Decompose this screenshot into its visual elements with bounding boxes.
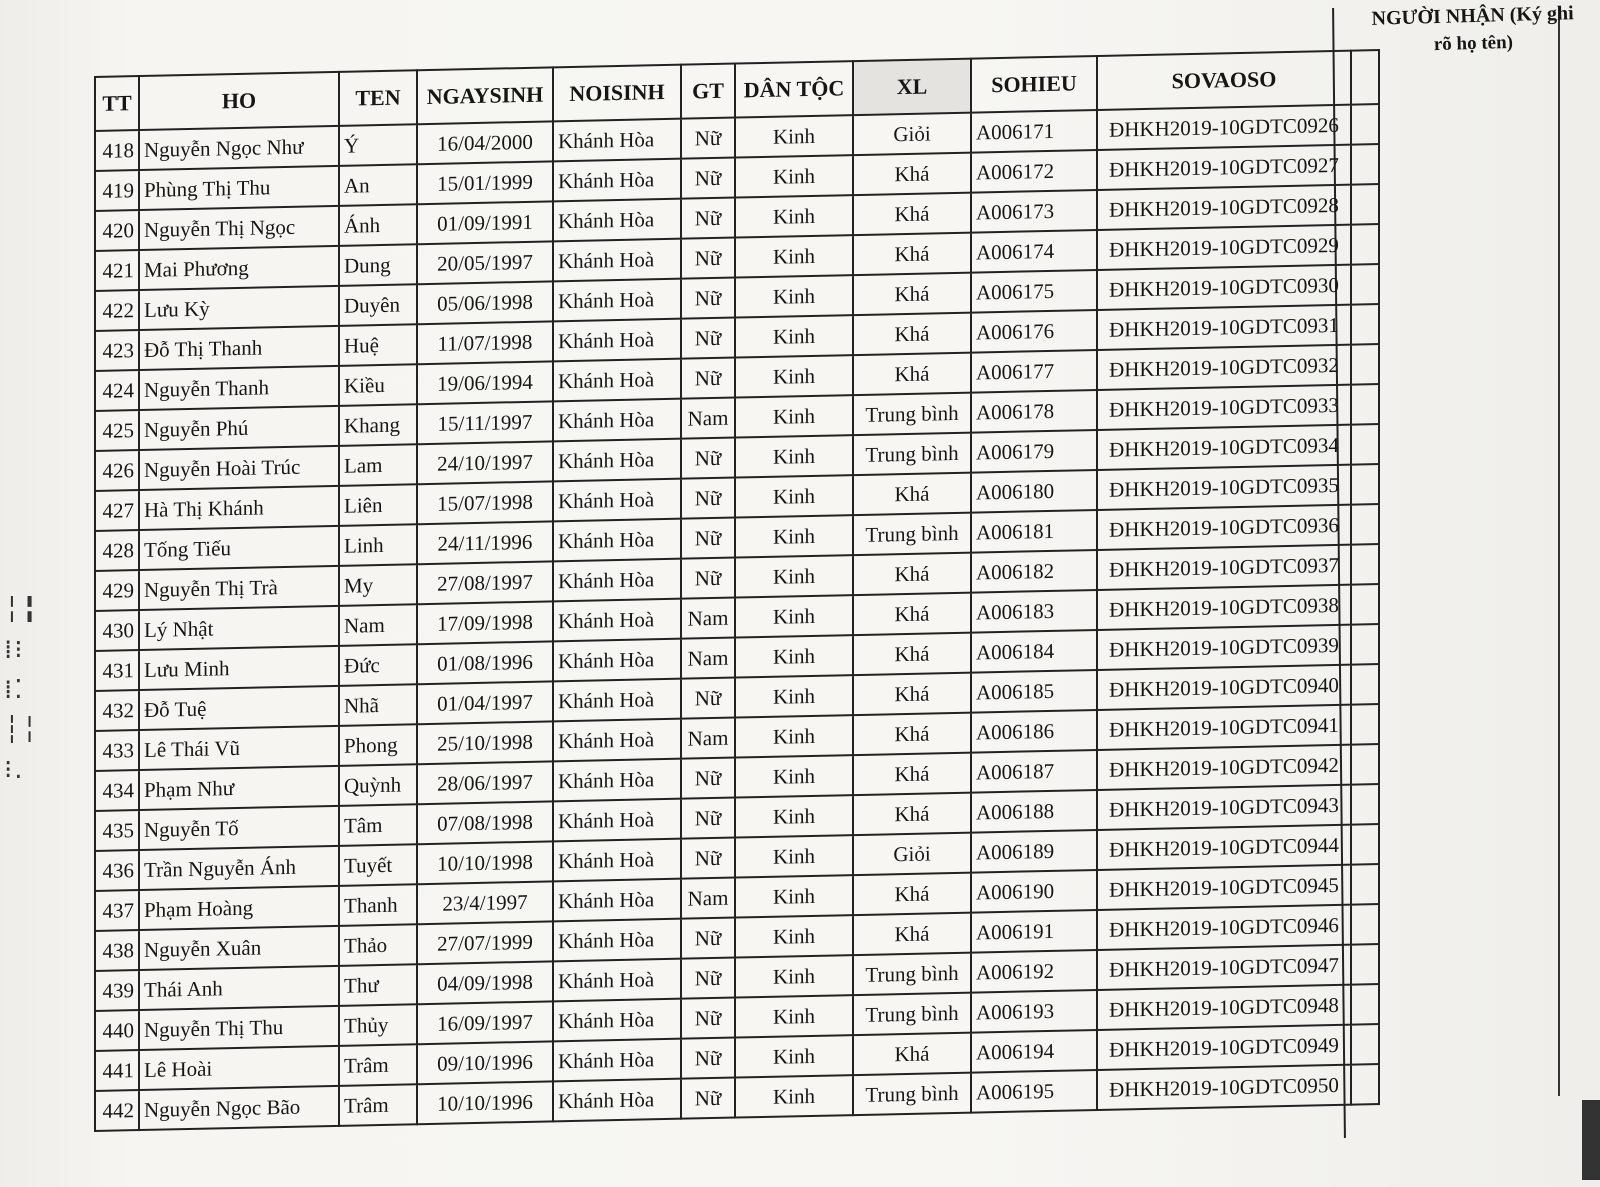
cell-ngaysinh: 10/10/1998 <box>417 841 553 884</box>
cell-gt: Nữ <box>681 438 735 479</box>
cell-gt: Nữ <box>681 958 735 999</box>
cell-ngaysinh: 09/10/1996 <box>417 1041 553 1084</box>
header-ngaysinh: NGAYSINH <box>417 67 553 124</box>
cell-xl: Khá <box>853 353 971 395</box>
cell-sovaoso: ĐHKH2019-10GDTC0937 <box>1097 545 1351 590</box>
graduate-roster-table <box>94 49 1380 1132</box>
cell-signature[interactable] <box>1351 1064 1379 1105</box>
cell-noisinh: Khánh Hoà <box>553 359 681 402</box>
cell-sohieu: A006193 <box>971 990 1097 1033</box>
cell-sovaoso: ĐHKH2019-10GDTC0942 <box>1097 745 1351 790</box>
cell-sovaoso: ĐHKH2019-10GDTC0943 <box>1097 785 1351 830</box>
header-nguoi-nhan-line2: rõ họ tên) <box>1433 31 1514 56</box>
cell-ten: Đức <box>339 644 417 686</box>
cell-sovaoso: ĐHKH2019-10GDTC0929 <box>1097 225 1351 270</box>
cell-ten: Duyên <box>339 284 417 326</box>
cell-tt: 432 <box>95 690 139 731</box>
cell-sovaoso: ĐHKH2019-10GDTC0939 <box>1097 625 1351 670</box>
cell-sohieu: A006171 <box>971 110 1097 153</box>
cell-gt: Nữ <box>681 758 735 799</box>
cell-noisinh: Khánh Hoà <box>553 679 681 722</box>
cell-ho: Lê Thái Vũ <box>139 726 339 770</box>
cell-ten: Ánh <box>339 204 417 246</box>
cell-noisinh: Khánh Hòa <box>553 639 681 682</box>
cell-ngaysinh: 01/04/1997 <box>417 681 553 724</box>
cell-dantoc: Kinh <box>735 995 853 1037</box>
cell-sohieu: A006186 <box>971 710 1097 753</box>
cell-tt: 436 <box>95 850 139 891</box>
cell-signature[interactable] <box>1351 544 1379 585</box>
cell-ho: Mai Phương <box>139 246 339 290</box>
cell-signature[interactable] <box>1351 584 1379 625</box>
cell-signature[interactable] <box>1351 864 1379 905</box>
cell-noisinh: Khánh Hòa <box>553 199 681 242</box>
cell-tt: 425 <box>95 410 139 451</box>
cell-ngaysinh: 15/01/1999 <box>417 161 553 204</box>
cell-tt: 421 <box>95 250 139 291</box>
cell-ngaysinh: 24/10/1997 <box>417 441 553 484</box>
cell-noisinh: Khánh Hoà <box>553 479 681 522</box>
cell-ten: Dung <box>339 244 417 286</box>
cell-xl: Khá <box>853 753 971 795</box>
cell-gt: Nữ <box>681 278 735 319</box>
cell-ten: My <box>339 564 417 606</box>
cell-tt: 422 <box>95 290 139 331</box>
roster-sheet <box>80 0 1600 1187</box>
cell-noisinh: Khánh Hòa <box>553 999 681 1042</box>
header-signature-spacer <box>1351 50 1379 105</box>
cell-noisinh: Khánh Hoà <box>553 799 681 842</box>
cell-xl: Giỏi <box>853 833 971 875</box>
cell-gt: Nữ <box>681 998 735 1039</box>
cell-tt: 430 <box>95 610 139 651</box>
cell-dantoc: Kinh <box>735 675 853 717</box>
cell-sovaoso: ĐHKH2019-10GDTC0932 <box>1097 345 1351 390</box>
cell-gt: Nữ <box>681 158 735 199</box>
cell-signature[interactable] <box>1351 424 1379 465</box>
cell-ngaysinh: 19/06/1994 <box>417 361 553 404</box>
cell-sohieu: A006182 <box>971 550 1097 593</box>
cell-ten: An <box>339 164 417 206</box>
cell-gt: Nữ <box>681 678 735 719</box>
cell-ho: Nguyễn Thanh <box>139 366 339 410</box>
cell-sovaoso: ĐHKH2019-10GDTC0946 <box>1097 905 1351 950</box>
header-noisinh: NOISINH <box>553 65 681 122</box>
cell-tt: 424 <box>95 370 139 411</box>
cell-dantoc: Kinh <box>735 195 853 237</box>
header-nguoi-nhan <box>1347 0 1598 61</box>
cell-dantoc: Kinh <box>735 155 853 197</box>
header-ho: HO <box>139 72 339 130</box>
cell-dantoc: Kinh <box>735 355 853 397</box>
header-nguoi-nhan-line1: NGƯỜI NHẬN (Ký ghi <box>1371 2 1574 30</box>
cell-ho: Lưu Minh <box>139 646 339 690</box>
cell-xl: Khá <box>853 193 971 235</box>
cell-ten: Khang <box>339 404 417 446</box>
cell-ten: Liên <box>339 484 417 526</box>
cell-ngaysinh: 15/07/1998 <box>417 481 553 524</box>
cell-gt: Nữ <box>681 1038 735 1079</box>
cell-sovaoso: ĐHKH2019-10GDTC0938 <box>1097 585 1351 630</box>
cell-ngaysinh: 24/11/1996 <box>417 521 553 564</box>
cell-ten: Trâm <box>339 1084 417 1126</box>
cell-dantoc: Kinh <box>735 755 853 797</box>
cell-tt: 419 <box>95 170 139 211</box>
cell-sohieu: A006179 <box>971 430 1097 473</box>
cell-xl: Trung bình <box>853 433 971 475</box>
cell-ngaysinh: 27/08/1997 <box>417 561 553 604</box>
cell-tt: 437 <box>95 890 139 931</box>
cell-ho: Lê Hoài <box>139 1046 339 1090</box>
cell-gt: Nữ <box>681 1078 735 1119</box>
cell-signature[interactable] <box>1351 104 1379 145</box>
cell-sohieu: A006183 <box>971 590 1097 633</box>
cell-noisinh: Khánh Hòa <box>553 1079 681 1122</box>
cell-xl: Khá <box>853 633 971 675</box>
cell-sovaoso: ĐHKH2019-10GDTC0930 <box>1097 265 1351 310</box>
cell-dantoc: Kinh <box>735 515 853 557</box>
cell-ngaysinh: 10/10/1996 <box>417 1081 553 1124</box>
cell-noisinh: Khánh Hòa <box>553 399 681 442</box>
cell-sovaoso: ĐHKH2019-10GDTC0948 <box>1097 985 1351 1030</box>
cell-noisinh: Khánh Hòa <box>553 439 681 482</box>
cell-tt: 433 <box>95 730 139 771</box>
cell-sohieu: A006185 <box>971 670 1097 713</box>
cell-tt: 442 <box>95 1090 139 1131</box>
cell-signature[interactable] <box>1351 624 1379 665</box>
cell-ngaysinh: 05/06/1998 <box>417 281 553 324</box>
cell-signature[interactable] <box>1351 144 1379 185</box>
cell-ten: Tâm <box>339 804 417 846</box>
cell-sohieu: A006175 <box>971 270 1097 313</box>
cell-signature[interactable] <box>1351 464 1379 505</box>
cell-gt: Nữ <box>681 358 735 399</box>
cell-dantoc: Kinh <box>735 835 853 877</box>
cell-gt: Nữ <box>681 118 735 159</box>
cell-gt: Nam <box>681 878 735 919</box>
cell-sovaoso: ĐHKH2019-10GDTC0933 <box>1097 385 1351 430</box>
cell-ten: Thảo <box>339 924 417 966</box>
cell-noisinh: Khánh Hòa <box>553 519 681 562</box>
cell-sohieu: A006187 <box>971 750 1097 793</box>
cell-ngaysinh: 20/05/1997 <box>417 241 553 284</box>
cell-signature[interactable] <box>1351 184 1379 225</box>
cell-tt: 428 <box>95 530 139 571</box>
cell-gt: Nam <box>681 718 735 759</box>
cell-ho: Nguyễn Ngọc Bão <box>139 1086 339 1130</box>
cell-sohieu: A006191 <box>971 910 1097 953</box>
margin-handwritten-marks: ╎╏ ⁞⁝ ⁞⁚ ┆╎ ⁝. <box>4 595 40 785</box>
cell-dantoc: Kinh <box>735 235 853 277</box>
cell-ho: Nguyễn Thị Ngọc <box>139 206 339 250</box>
header-ten: TEN <box>339 70 417 126</box>
cell-noisinh: Khánh Hoà <box>553 839 681 882</box>
cell-sohieu: A006176 <box>971 310 1097 353</box>
cell-xl: Giỏi <box>853 113 971 155</box>
cell-xl: Khá <box>853 913 971 955</box>
cell-ho: Phùng Thị Thu <box>139 166 339 210</box>
cell-xl: Trung bình <box>853 393 971 435</box>
cell-dantoc: Kinh <box>735 955 853 997</box>
cell-noisinh: Khánh Hòa <box>553 1039 681 1082</box>
cell-ho: Lý Nhật <box>139 606 339 650</box>
cell-sohieu: A006188 <box>971 790 1097 833</box>
cell-tt: 438 <box>95 930 139 971</box>
cell-ten: Tuyết <box>339 844 417 886</box>
cell-dantoc: Kinh <box>735 315 853 357</box>
cell-tt: 420 <box>95 210 139 251</box>
cell-sovaoso: ĐHKH2019-10GDTC0935 <box>1097 465 1351 510</box>
cell-sovaoso: ĐHKH2019-10GDTC0934 <box>1097 425 1351 470</box>
cell-ho: Nguyễn Phú <box>139 406 339 450</box>
cell-signature[interactable] <box>1351 504 1379 545</box>
cell-ten: Lam <box>339 444 417 486</box>
cell-xl: Khá <box>853 473 971 515</box>
cell-signature[interactable] <box>1351 904 1379 945</box>
cell-sohieu: A006190 <box>971 870 1097 913</box>
cell-noisinh: Khánh Hoà <box>553 599 681 642</box>
cell-sovaoso: ĐHKH2019-10GDTC0931 <box>1097 305 1351 350</box>
cell-ngaysinh: 25/10/1998 <box>417 721 553 764</box>
cell-dantoc: Kinh <box>735 475 853 517</box>
cell-ten: Phong <box>339 724 417 766</box>
cell-sovaoso: ĐHKH2019-10GDTC0944 <box>1097 825 1351 870</box>
header-sovaoso: SOVAOSO <box>1097 51 1351 110</box>
cell-signature[interactable] <box>1351 944 1379 985</box>
cell-ngaysinh: 11/07/1998 <box>417 321 553 364</box>
cell-gt: Nữ <box>681 478 735 519</box>
cell-dantoc: Kinh <box>735 915 853 957</box>
cell-tt: 426 <box>95 450 139 491</box>
cell-gt: Nữ <box>681 558 735 599</box>
cell-gt: Nam <box>681 398 735 439</box>
cell-tt: 434 <box>95 770 139 811</box>
cell-noisinh: Khánh Hòa <box>553 559 681 602</box>
cell-noisinh: Khánh Hoà <box>553 239 681 282</box>
cell-sohieu: A006177 <box>971 350 1097 393</box>
cell-xl: Khá <box>853 593 971 635</box>
cell-ten: Thanh <box>339 884 417 926</box>
cell-ngaysinh: 16/09/1997 <box>417 1001 553 1044</box>
cell-ngaysinh: 07/08/1998 <box>417 801 553 844</box>
cell-ten: Ý <box>339 124 417 166</box>
cell-sohieu: A006194 <box>971 1030 1097 1073</box>
cell-xl: Khá <box>853 1033 971 1075</box>
cell-ho: Phạm Hoàng <box>139 886 339 930</box>
cell-tt: 418 <box>95 130 139 171</box>
cell-signature[interactable] <box>1351 784 1379 825</box>
cell-xl: Khá <box>853 873 971 915</box>
cell-noisinh: Khánh Hòa <box>553 919 681 962</box>
header-dantoc: DÂN TỘC <box>735 61 853 117</box>
cell-ho: Nguyễn Xuân <box>139 926 339 970</box>
cell-noisinh: Khánh Hòa <box>553 119 681 162</box>
cell-dantoc: Kinh <box>735 715 853 757</box>
cell-ho: Phạm Như <box>139 766 339 810</box>
cell-xl: Khá <box>853 233 971 275</box>
cell-sovaoso: ĐHKH2019-10GDTC0927 <box>1097 145 1351 190</box>
cell-ho: Thái Anh <box>139 966 339 1010</box>
cell-signature[interactable] <box>1351 264 1379 305</box>
cell-sohieu: A006189 <box>971 830 1097 873</box>
cell-xl: Trung bình <box>853 993 971 1035</box>
cell-signature[interactable] <box>1351 744 1379 785</box>
cell-sovaoso: ĐHKH2019-10GDTC0949 <box>1097 1025 1351 1070</box>
cell-noisinh: Khánh Hòa <box>553 159 681 202</box>
cell-sovaoso: ĐHKH2019-10GDTC0926 <box>1097 105 1351 150</box>
cell-gt: Nữ <box>681 918 735 959</box>
cell-sohieu: A006180 <box>971 470 1097 513</box>
header-tt: TT <box>95 76 139 131</box>
cell-ngaysinh: 27/07/1999 <box>417 921 553 964</box>
header-gt: GT <box>681 64 735 119</box>
cell-sohieu: A006172 <box>971 150 1097 193</box>
cell-xl: Trung bình <box>853 953 971 995</box>
cell-sovaoso: ĐHKH2019-10GDTC0950 <box>1097 1065 1351 1110</box>
cell-signature[interactable] <box>1351 384 1379 425</box>
cell-xl: Khá <box>853 713 971 755</box>
cell-signature[interactable] <box>1351 344 1379 385</box>
cell-signature[interactable] <box>1351 664 1379 705</box>
cell-ho: Đỗ Tuệ <box>139 686 339 730</box>
cell-tt: 423 <box>95 330 139 371</box>
cell-ho: Lưu Kỳ <box>139 286 339 330</box>
cell-gt: Nam <box>681 638 735 679</box>
cell-ten: Huệ <box>339 324 417 366</box>
cell-xl: Khá <box>853 313 971 355</box>
cell-tt: 440 <box>95 1010 139 1051</box>
cell-sohieu: A006173 <box>971 190 1097 233</box>
cell-sohieu: A006192 <box>971 950 1097 993</box>
cell-ten: Linh <box>339 524 417 566</box>
table-body <box>95 104 1379 1131</box>
cell-gt: Nam <box>681 598 735 639</box>
cell-sovaoso: ĐHKH2019-10GDTC0936 <box>1097 505 1351 550</box>
cell-xl: Trung bình <box>853 513 971 555</box>
header-sohieu: SOHIEU <box>971 56 1097 113</box>
cell-signature[interactable] <box>1351 224 1379 265</box>
cell-signature[interactable] <box>1351 984 1379 1025</box>
cell-gt: Nữ <box>681 198 735 239</box>
cell-ngaysinh: 16/04/2000 <box>417 121 553 164</box>
cell-gt: Nữ <box>681 798 735 839</box>
cell-noisinh: Khánh Hòa <box>553 879 681 922</box>
cell-sohieu: A006195 <box>971 1070 1097 1113</box>
cell-ngaysinh: 15/11/1997 <box>417 401 553 444</box>
cell-ngaysinh: 01/09/1991 <box>417 201 553 244</box>
cell-dantoc: Kinh <box>735 395 853 437</box>
cell-xl: Trung bình <box>853 1073 971 1115</box>
cell-ten: Thư <box>339 964 417 1006</box>
cell-sohieu: A006181 <box>971 510 1097 553</box>
cell-signature[interactable] <box>1351 824 1379 865</box>
cell-noisinh: Khánh Hoà <box>553 279 681 322</box>
cell-dantoc: Kinh <box>735 1075 853 1117</box>
cell-xl: Khá <box>853 153 971 195</box>
cell-noisinh: Khánh Hoà <box>553 719 681 762</box>
cell-sovaoso: ĐHKH2019-10GDTC0947 <box>1097 945 1351 990</box>
cell-ngaysinh: 28/06/1997 <box>417 761 553 804</box>
cell-sovaoso: ĐHKH2019-10GDTC0945 <box>1097 865 1351 910</box>
cell-sovaoso: ĐHKH2019-10GDTC0928 <box>1097 185 1351 230</box>
cell-signature[interactable] <box>1351 1024 1379 1065</box>
cell-sohieu: A006174 <box>971 230 1097 273</box>
cell-ho: Trần Nguyễn Ánh <box>139 846 339 890</box>
cell-dantoc: Kinh <box>735 555 853 597</box>
cell-gt: Nữ <box>681 518 735 559</box>
cell-ho: Nguyễn Ngọc Như <box>139 126 339 170</box>
cell-ho: Nguyễn Tố <box>139 806 339 850</box>
cell-gt: Nữ <box>681 238 735 279</box>
cell-ten: Nhã <box>339 684 417 726</box>
cell-ho: Tống Tiếu <box>139 526 339 570</box>
cell-dantoc: Kinh <box>735 275 853 317</box>
cell-ten: Thủy <box>339 1004 417 1046</box>
cell-tt: 427 <box>95 490 139 531</box>
cell-ngaysinh: 23/4/1997 <box>417 881 553 924</box>
cell-ten: Quỳnh <box>339 764 417 806</box>
cell-ten: Kiều <box>339 364 417 406</box>
cell-sohieu: A006184 <box>971 630 1097 673</box>
header-xl: XL <box>853 59 971 115</box>
cell-tt: 441 <box>95 1050 139 1091</box>
cell-tt: 439 <box>95 970 139 1011</box>
cell-sohieu: A006178 <box>971 390 1097 433</box>
cell-ngaysinh: 17/09/1998 <box>417 601 553 644</box>
cell-ho: Đỗ Thị Thanh <box>139 326 339 370</box>
cell-ten: Nam <box>339 604 417 646</box>
cell-noisinh: Khánh Hòa <box>553 759 681 802</box>
cell-gt: Nữ <box>681 838 735 879</box>
cell-tt: 435 <box>95 810 139 851</box>
cell-dantoc: Kinh <box>735 875 853 917</box>
cell-xl: Khá <box>853 553 971 595</box>
scan-edge-shadow <box>1582 1100 1600 1180</box>
cell-sovaoso: ĐHKH2019-10GDTC0940 <box>1097 665 1351 710</box>
cell-dantoc: Kinh <box>735 635 853 677</box>
cell-xl: Khá <box>853 673 971 715</box>
cell-ten: Trâm <box>339 1044 417 1086</box>
cell-ho: Nguyễn Thị Trà <box>139 566 339 610</box>
cell-noisinh: Khánh Hoà <box>553 959 681 1002</box>
cell-ho: Nguyễn Thị Thu <box>139 1006 339 1050</box>
cell-ho: Nguyễn Hoài Trúc <box>139 446 339 490</box>
cell-ho: Hà Thị Khánh <box>139 486 339 530</box>
cell-ngaysinh: 01/08/1996 <box>417 641 553 684</box>
cell-dantoc: Kinh <box>735 595 853 637</box>
cell-tt: 429 <box>95 570 139 611</box>
cell-noisinh: Khánh Hoà <box>553 319 681 362</box>
cell-dantoc: Kinh <box>735 795 853 837</box>
cell-xl: Khá <box>853 793 971 835</box>
cell-signature[interactable] <box>1351 704 1379 745</box>
cell-dantoc: Kinh <box>735 115 853 157</box>
cell-dantoc: Kinh <box>735 435 853 477</box>
signature-column-right-border <box>1558 6 1560 1096</box>
cell-ngaysinh: 04/09/1998 <box>417 961 553 1004</box>
cell-gt: Nữ <box>681 318 735 359</box>
cell-dantoc: Kinh <box>735 1035 853 1077</box>
cell-tt: 431 <box>95 650 139 691</box>
cell-sovaoso: ĐHKH2019-10GDTC0941 <box>1097 705 1351 750</box>
cell-signature[interactable] <box>1351 304 1379 345</box>
cell-xl: Khá <box>853 273 971 315</box>
